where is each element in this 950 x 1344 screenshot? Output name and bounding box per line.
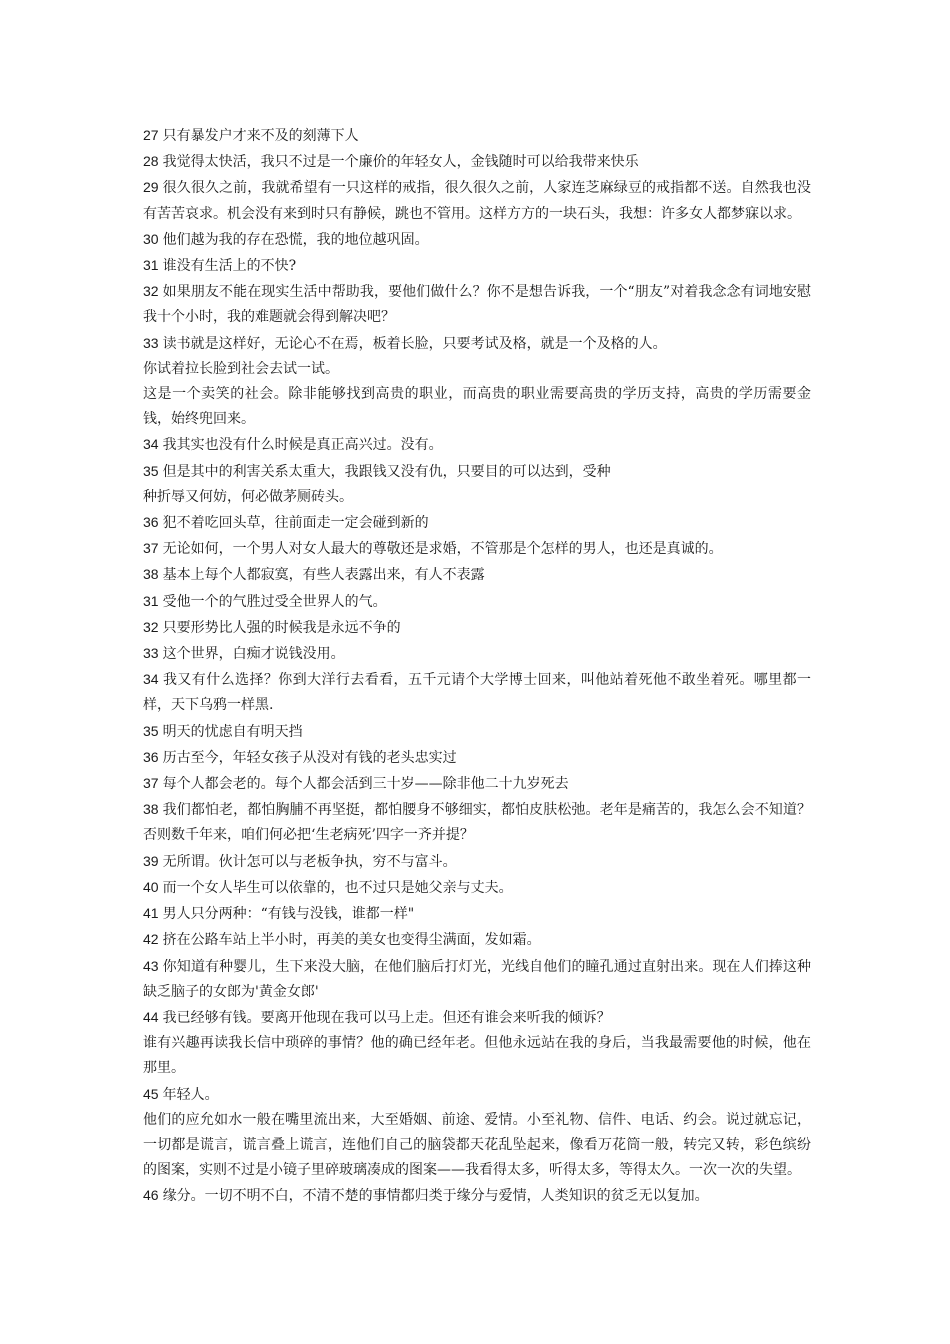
paragraph-text: 历古至今，年轻女孩子从没对有钱的老头忠实过 bbox=[162, 749, 457, 766]
paragraph-number: 28 bbox=[143, 153, 159, 170]
paragraph-text: 如果朋友不能在现实生活中帮助我，要他们做什么？你不是想告诉我，一个“朋友”对着我念念有词地安慰我十个小时，我的难题就会得到解决吧？ bbox=[143, 284, 811, 326]
paragraph-text: 年轻人。 bbox=[162, 1086, 219, 1103]
paragraph-text: 但是其中的利害关系太重大，我跟钱又没有仇，只要目的可以达到，受种 bbox=[162, 463, 611, 480]
paragraph bbox=[143, 175, 811, 226]
paragraph bbox=[143, 331, 811, 357]
paragraph-number: 34 bbox=[143, 671, 159, 688]
paragraph-text: 种折辱又何妨，何必做茅厕砖头。 bbox=[143, 488, 353, 505]
paragraph-text: 读书就是这样好，无论心不在焉，板着长脸，只要考试及格，就是一个及格的人。 bbox=[162, 335, 667, 352]
paragraph-text: 他们越为我的存在恐慌，我的地位越巩固。 bbox=[162, 231, 429, 248]
paragraph bbox=[143, 954, 811, 1005]
paragraph bbox=[143, 1005, 811, 1031]
paragraph-number: 35 bbox=[143, 462, 159, 479]
paragraph-number: 46 bbox=[143, 1187, 159, 1204]
paragraph bbox=[143, 875, 811, 901]
paragraph bbox=[143, 771, 811, 797]
paragraph bbox=[143, 849, 811, 875]
paragraph-text: 而一个女人毕生可以依靠的，也不过只是她父亲与丈夫。 bbox=[162, 879, 513, 896]
paragraph-text: 受他一个的气胜过受全世界人的气。 bbox=[162, 593, 387, 610]
paragraph-number: 39 bbox=[143, 852, 159, 869]
paragraph-number: 31 bbox=[143, 257, 159, 274]
paragraph bbox=[143, 1108, 811, 1184]
paragraph bbox=[143, 536, 811, 562]
paragraph-number: 36 bbox=[143, 514, 159, 531]
paragraph-number: 33 bbox=[143, 334, 159, 351]
paragraph bbox=[143, 901, 811, 927]
paragraph-number: 40 bbox=[143, 878, 159, 895]
paragraph-text: 只要形势比人强的时候我是永远不争的 bbox=[162, 619, 401, 636]
paragraph-text: 男人只分两种：“有钱与没钱，谁都一样" bbox=[162, 906, 415, 923]
paragraph bbox=[143, 382, 811, 432]
paragraph bbox=[143, 253, 811, 279]
paragraph bbox=[143, 667, 811, 718]
paragraph bbox=[143, 641, 811, 667]
paragraph-text: 我已经够有钱。要离开他现在我可以马上走。但还有谁会来听我的倾诉？ bbox=[162, 1009, 611, 1026]
paragraph-text: 缘分。一切不明不白，不清不楚的事情都归类于缘分与爱情，人类知识的贫乏无以复加。 bbox=[162, 1188, 709, 1205]
paragraph-number: 32 bbox=[143, 618, 159, 635]
paragraph bbox=[143, 797, 811, 848]
paragraph-text: 我其实也没有什么时候是真正高兴过。没有。 bbox=[162, 437, 443, 454]
paragraph-text: 只有暴发户才来不及的刻薄下人 bbox=[162, 128, 359, 144]
paragraph-text: 我又有什么选择？你到大洋行去看看，五千元请个大学博士回来，叫他站着死他不敢坐着死。哪里都一样，天下乌鸦一样黑. bbox=[143, 672, 811, 714]
paragraph-number: 43 bbox=[143, 957, 159, 974]
paragraph-text: 明天的忧虑自有明天挡 bbox=[162, 723, 303, 740]
paragraph-text: 基本上每个人都寂寞，有些人表露出来，有人不表露 bbox=[162, 567, 485, 584]
paragraph-text: 你知道有种婴儿，生下来没大脑，在他们脑后打灯光，光线自他们的瞳孔通过直射出来。现在人们捧这种缺乏脑子的女郎为'黄金女郎' bbox=[143, 958, 811, 1000]
paragraph bbox=[143, 510, 811, 536]
paragraph-number: 33 bbox=[143, 645, 159, 662]
paragraph-number: 34 bbox=[143, 436, 159, 453]
paragraph-text: 我觉得太快活，我只不过是一个廉价的年轻女人，金钱随时可以给我带来快乐 bbox=[162, 154, 639, 171]
paragraph-text: 你试着拉长脸到社会去试一试。 bbox=[143, 360, 339, 377]
paragraph-number: 27 bbox=[143, 127, 159, 143]
paragraph-number: 41 bbox=[143, 905, 159, 922]
paragraph-number: 31 bbox=[143, 592, 159, 609]
paragraph-number: 38 bbox=[143, 801, 159, 818]
paragraph-text: 很久很久之前，我就希望有一只这样的戒指，很久很久之前，人家连芝麻绿豆的戒指都不送。自然我也没有苦苦哀求。机会没有来到时只有静候，跳也不管用。这样方方的一块石头，我想：许多女人都梦寐以求。 bbox=[143, 180, 811, 222]
paragraph bbox=[143, 149, 811, 175]
paragraph bbox=[143, 589, 811, 615]
paragraph bbox=[143, 123, 811, 149]
paragraph bbox=[143, 459, 811, 485]
paragraph bbox=[143, 357, 811, 382]
paragraph-text: 他们的应允如水一般在嘴里流出来，大至婚姻、前途、爱情。小至礼物、信件、电话、约会。说过就忘记，一切都是谎言，谎言叠上谎言，连他们自己的脑袋都天花乱坠起来，像看万花筒一般，转完又转，彩色缤纷的图案，实则不过是小镜子里碎玻璃凑成的图案——我看得太多，听得太多，等得太久。一次一次的失望。 bbox=[143, 1111, 811, 1179]
paragraph bbox=[143, 485, 811, 510]
paragraph-text: 犯不着吃回头草，往前面走一定会碰到新的 bbox=[162, 515, 429, 532]
paragraph bbox=[143, 927, 811, 953]
paragraph-number: 36 bbox=[143, 748, 159, 765]
paragraph bbox=[143, 562, 811, 588]
paragraph bbox=[143, 1031, 811, 1081]
paragraph-text: 无论如何，一个男人对女人最大的尊敬还是求婚，不管那是个怎样的男人，也还是真诚的。 bbox=[162, 541, 723, 558]
paragraph bbox=[143, 227, 811, 253]
paragraph bbox=[143, 1082, 811, 1108]
paragraph-number: 32 bbox=[143, 283, 159, 300]
document-page bbox=[143, 123, 811, 1210]
paragraph-text: 无所谓。伙计怎可以与老板争执，穷不与富斗。 bbox=[162, 853, 457, 870]
paragraph-number: 29 bbox=[143, 179, 159, 196]
paragraph bbox=[143, 615, 811, 641]
paragraph-number: 37 bbox=[143, 775, 159, 792]
paragraph bbox=[143, 745, 811, 771]
paragraph-text: 我们都怕老，都怕胸脯不再坚挺，都怕腰身不够细实，都怕皮肤松弛。老年是痛苦的，我怎么会不知道？否则数千年来，咱们何必把‘生老病死’四字一齐并提？ bbox=[143, 802, 811, 844]
paragraph-number: 35 bbox=[143, 722, 159, 739]
paragraph bbox=[143, 432, 811, 458]
paragraph bbox=[143, 719, 811, 745]
paragraph-text: 谁没有生活上的不快? bbox=[162, 258, 297, 275]
paragraph bbox=[143, 279, 811, 330]
paragraph-number: 38 bbox=[143, 566, 159, 583]
paragraph-text: 挤在公路车站上半小时，再美的美女也变得尘满面，发如霜。 bbox=[162, 932, 541, 949]
paragraph-text: 这是一个卖笑的社会。除非能够找到高贵的职业，而高贵的职业需要高贵的学历支持，高贵的学历需要金钱，始终兜回来。 bbox=[143, 386, 811, 428]
paragraph-text: 每个人都会老的。每个人都会活到三十岁——除非他二十九岁死去 bbox=[162, 776, 569, 793]
paragraph-number: 30 bbox=[143, 230, 159, 247]
paragraph-text: 谁有兴趣再读我长信中琐碎的事情？他的确已经年老。但他永远站在我的身后，当我最需要他的时候，他在那里。 bbox=[143, 1035, 811, 1077]
paragraph-number: 42 bbox=[143, 931, 159, 948]
paragraph-number: 44 bbox=[143, 1008, 159, 1025]
paragraph-number: 45 bbox=[143, 1085, 159, 1102]
paragraph-number: 37 bbox=[143, 540, 159, 557]
paragraph bbox=[143, 1183, 811, 1209]
paragraph-text: 这个世界，白痴才说钱没用。 bbox=[162, 646, 345, 663]
